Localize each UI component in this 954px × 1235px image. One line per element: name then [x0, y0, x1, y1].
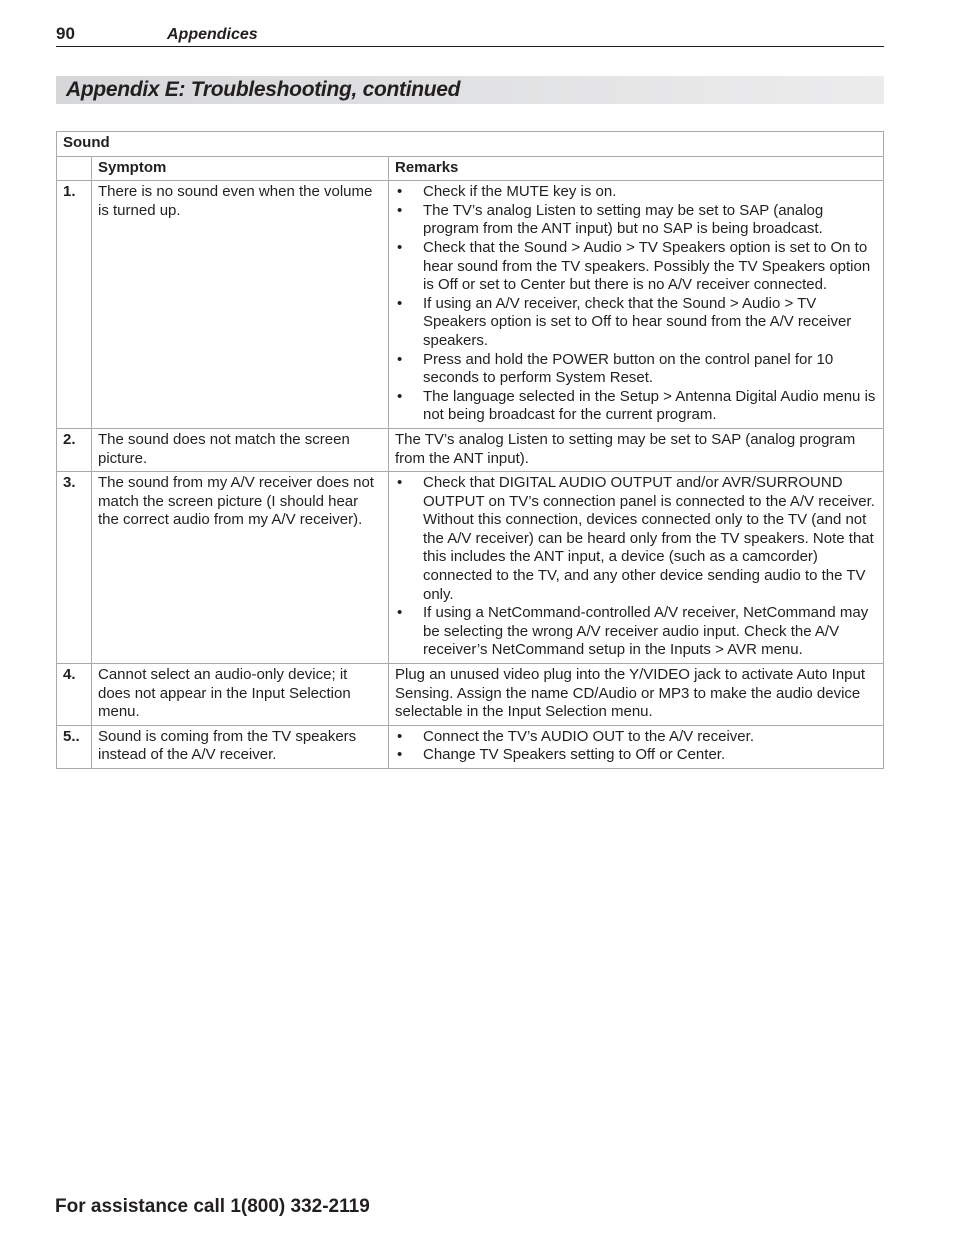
list-item [395, 746, 877, 765]
remark-text: Change TV Speakers setting to Off or Center. [423, 746, 726, 764]
remarks-header: Remarks [389, 156, 884, 181]
remarks-cell: Plug an unused video plug into the Y/VIDEO jack to activate Auto Input Sensing. Assign the name CD/Audio or MP3 to make the audio device selectable in the Input Selection menu. [389, 664, 884, 726]
category-row [57, 132, 884, 157]
symptom-header: Symptom [92, 156, 389, 181]
list-item [395, 202, 877, 239]
list-item [395, 604, 877, 660]
category-label: Sound [57, 132, 884, 157]
symptom-cell: Sound is coming from the TV speakers instead of the A/V receiver. [92, 725, 389, 768]
table-row [57, 181, 884, 429]
remark-text: The language selected in the Setup > Antenna Digital Audio menu is not being broadcast for the current program. [423, 387, 876, 424]
row-number: 4. [57, 664, 92, 726]
remark-text: Check that the Sound > Audio > TV Speakers option is set to On to hear sound from the TV speakers. Possibly the TV Speakers option is Off or set to Center but there is no A/V receiver connected. [423, 238, 871, 294]
bullet-icon: • [397, 474, 403, 492]
row-number: 2. [57, 428, 92, 471]
number-header [57, 156, 92, 181]
troubleshooting-table [56, 131, 884, 769]
remarks-cell [389, 472, 884, 664]
page-number: 90 [56, 24, 75, 43]
remarks-cell [389, 725, 884, 768]
remark-text: Connect the TV’s AUDIO OUT to the A/V receiver. [423, 727, 754, 745]
symptom-cell: The sound does not match the screen picture. [92, 428, 389, 471]
list-item [395, 474, 877, 604]
row-number: 3. [57, 472, 92, 664]
remarks-list [395, 728, 877, 765]
row-number: 5.. [57, 725, 92, 768]
bullet-icon: • [397, 387, 403, 405]
remark-text: If using an A/V receiver, check that the Sound > Audio > TV Speakers option is set to Off to hear sound from the A/V receiver speakers. [423, 294, 852, 349]
table-row [57, 428, 884, 471]
bullet-icon: • [397, 727, 403, 745]
remark-text: If using a NetCommand-controlled A/V receiver, NetCommand may be selecting the wrong A/V receiver audio input. Check the A/V receiver’s NetCommand setup in the Inputs > AVR menu. [423, 604, 869, 659]
remark-text: Check if the MUTE key is on. [423, 183, 617, 201]
remarks-cell [389, 181, 884, 429]
table-row [57, 664, 884, 726]
bullet-icon: • [397, 350, 403, 368]
list-item [395, 351, 877, 388]
bullet-icon: • [397, 183, 403, 201]
symptom-cell: There is no sound even when the volume is turned up. [92, 181, 389, 429]
symptom-cell: The sound from my A/V receiver does not match the screen picture (I should hear the correct audio from my A/V receiver). [92, 472, 389, 664]
list-item [395, 239, 877, 295]
title-banner [56, 76, 884, 104]
table-row [57, 725, 884, 768]
list-item [395, 295, 877, 351]
bullet-icon: • [397, 746, 403, 764]
list-item [395, 728, 877, 747]
remark-text: Press and hold the POWER button on the control panel for 10 seconds to perform System Reset. [423, 350, 834, 387]
assistance-footer: For assistance call 1(800) 332-2119 [55, 1196, 370, 1217]
page-header [56, 24, 884, 47]
bullet-icon: • [397, 294, 403, 312]
bullet-icon: • [397, 201, 403, 219]
remarks-list [395, 474, 877, 660]
symptom-cell: Cannot select an audio-only device; it does not appear in the Input Selection menu. [92, 664, 389, 726]
remarks-cell: The TV’s analog Listen to setting may be set to SAP (analog program from the ANT input). [389, 428, 884, 471]
table-row [57, 472, 884, 664]
page-title: Appendix E: Troubleshooting, continued [66, 78, 461, 101]
list-item [395, 388, 877, 425]
header-row [57, 156, 884, 181]
remarks-list [395, 183, 877, 425]
remark-text: Check that DIGITAL AUDIO OUTPUT and/or AVR/SURROUND OUTPUT on TV’s connection panel is connected to the A/V receiver. Without this connection, devices connected only to the TV (and not the A/V receiver) can be heard only from the TV speakers. Note that this includes the ANT input, a device (such as a camcorder) connected to the TV, and any other device sending audio to the TV only. [423, 474, 875, 603]
bullet-icon: • [397, 238, 403, 256]
section-label: Appendices [167, 26, 258, 43]
list-item [395, 183, 877, 202]
row-number: 1. [57, 181, 92, 429]
bullet-icon: • [397, 604, 403, 622]
remark-text: The TV’s analog Listen to setting may be set to SAP (analog program from the ANT input) but no SAP is being broadcast. [423, 201, 824, 238]
